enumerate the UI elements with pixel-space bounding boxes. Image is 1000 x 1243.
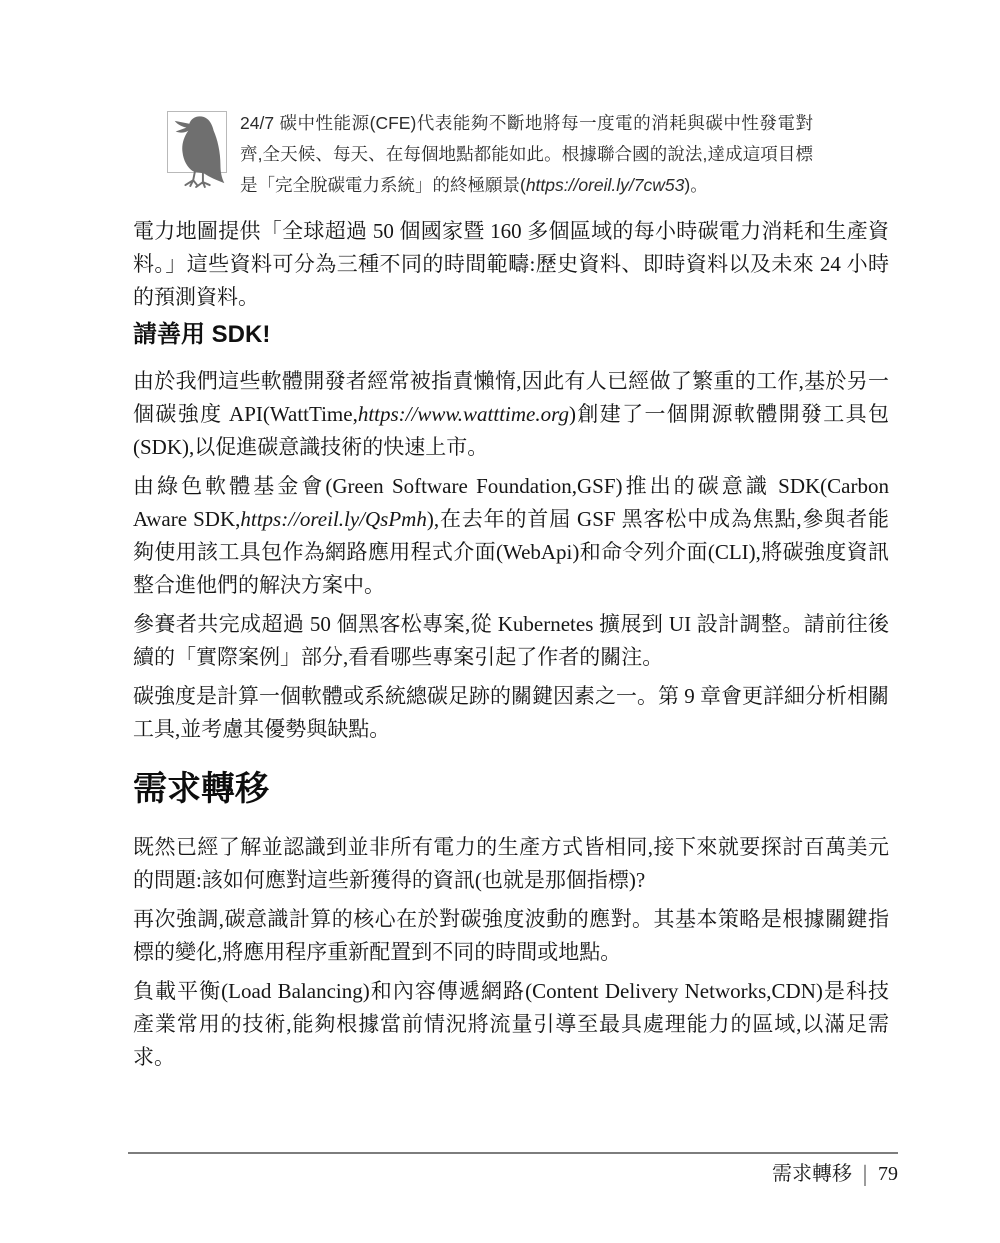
- text-run: 負載平衡(Load Balancing)和內容傳遞網路(Content Delivery Networks,CDN)是科技產業常用的技術,能夠根據當前情況將流量引導至最具處理能力的區域,以滿足需求。: [133, 979, 889, 1069]
- paragraph-gsf-carbon-aware-sdk: [133, 470, 889, 602]
- text-run: 參賽者共完成超過 50 個黑客松專案,從 Kubernetes 擴展到 UI 設計調整。請前往後續的「實際案例」部分,看看哪些專案引起了作者的關注。: [133, 612, 889, 669]
- paragraph-electricity-map: [133, 215, 889, 314]
- section-heading-sdk: 請善用 SDK!: [133, 321, 271, 348]
- page-content: [133, 0, 889, 1080]
- footer-rule: [128, 1152, 898, 1154]
- paragraph-hackathon-projects: [133, 608, 889, 674]
- text-run: 由於我們這些軟體開發者經常被指責懶惰,因此有人已經做了繁重的工作,基於另一個碳強度 API(WattTime,: [133, 369, 889, 426]
- text-run: )。: [684, 175, 708, 195]
- text-run: ),在去年的首屆 GSF 黑客松中成為焦點,參與者能夠使用該工具包作為網路應用程式介面(WebApi)和命令列介面(CLI),將碳強度資訊整合進他們的解決方案中。: [133, 507, 889, 597]
- section-heading-demand-shifting: 需求轉移: [133, 770, 269, 808]
- crow-icon-graphic: [171, 115, 229, 187]
- note-box: [167, 108, 813, 201]
- text-run: )創建了一個開源軟體開發工具包(SDK),以促進碳意識技術的快速上市。: [133, 402, 889, 459]
- text-run: 再次強調,碳意識計算的核心在於對碳強度波動的應對。其基本策略是根據關鍵指標的變化,將應用程序重新配置到不同的時間或地點。: [133, 907, 889, 964]
- footer-section-title: 需求轉移: [771, 1163, 852, 1185]
- paragraph-million-dollar-question: [133, 831, 889, 897]
- carbon-aware-sdk-url: https://oreil.ly/QsPmh: [240, 507, 427, 531]
- paragraph-load-balancing-cdn: [133, 975, 889, 1074]
- paragraph-carbon-aware-strategy: [133, 903, 889, 969]
- footer-page-number: 79: [878, 1163, 898, 1185]
- text-run: 既然已經了解並認識到並非所有電力的生產方式皆相同,接下來就要探討百萬美元的問題:該如何應對這些新獲得的資訊(也就是那個指標)?: [133, 835, 889, 892]
- text-run: 24/7 碳中性能源(CFE)代表能夠不斷地將每一度電的消耗與碳中性發電對齊,全天候、每天、在每個地點都能如此。根據聯合國的說法,達成這項目標是「完全脫碳電力系統」的終極願景(: [240, 113, 813, 195]
- paragraph-watttime-sdk: [133, 365, 889, 464]
- footer-separator: |: [862, 1161, 867, 1187]
- page-footer: [772, 1160, 898, 1188]
- watttime-url: https://www.watttime.org: [357, 402, 570, 426]
- paragraph-carbon-intensity-chapter9: [133, 680, 889, 746]
- note-text: [240, 108, 813, 201]
- text-run: 電力地圖提供「全球超過 50 個國家暨 160 多個區域的每小時碳電力消耗和生產資料。」這些資料可分為三種不同的時間範疇:歷史資料、即時資料以及未來 24 小時的預測資料。: [133, 219, 889, 309]
- note-url: https://oreil.ly/7cw53: [525, 175, 685, 195]
- text-run: 由綠色軟體基金會(Green Software Foundation,GSF)推出的碳意識 SDK(Carbon Aware SDK,: [133, 474, 889, 531]
- text-run: 碳強度是計算一個軟體或系統總碳足跡的關鍵因素之一。第 9 章會更詳細分析相關工具,並考慮其優勢與缺點。: [133, 684, 889, 741]
- crow-icon: [167, 111, 227, 173]
